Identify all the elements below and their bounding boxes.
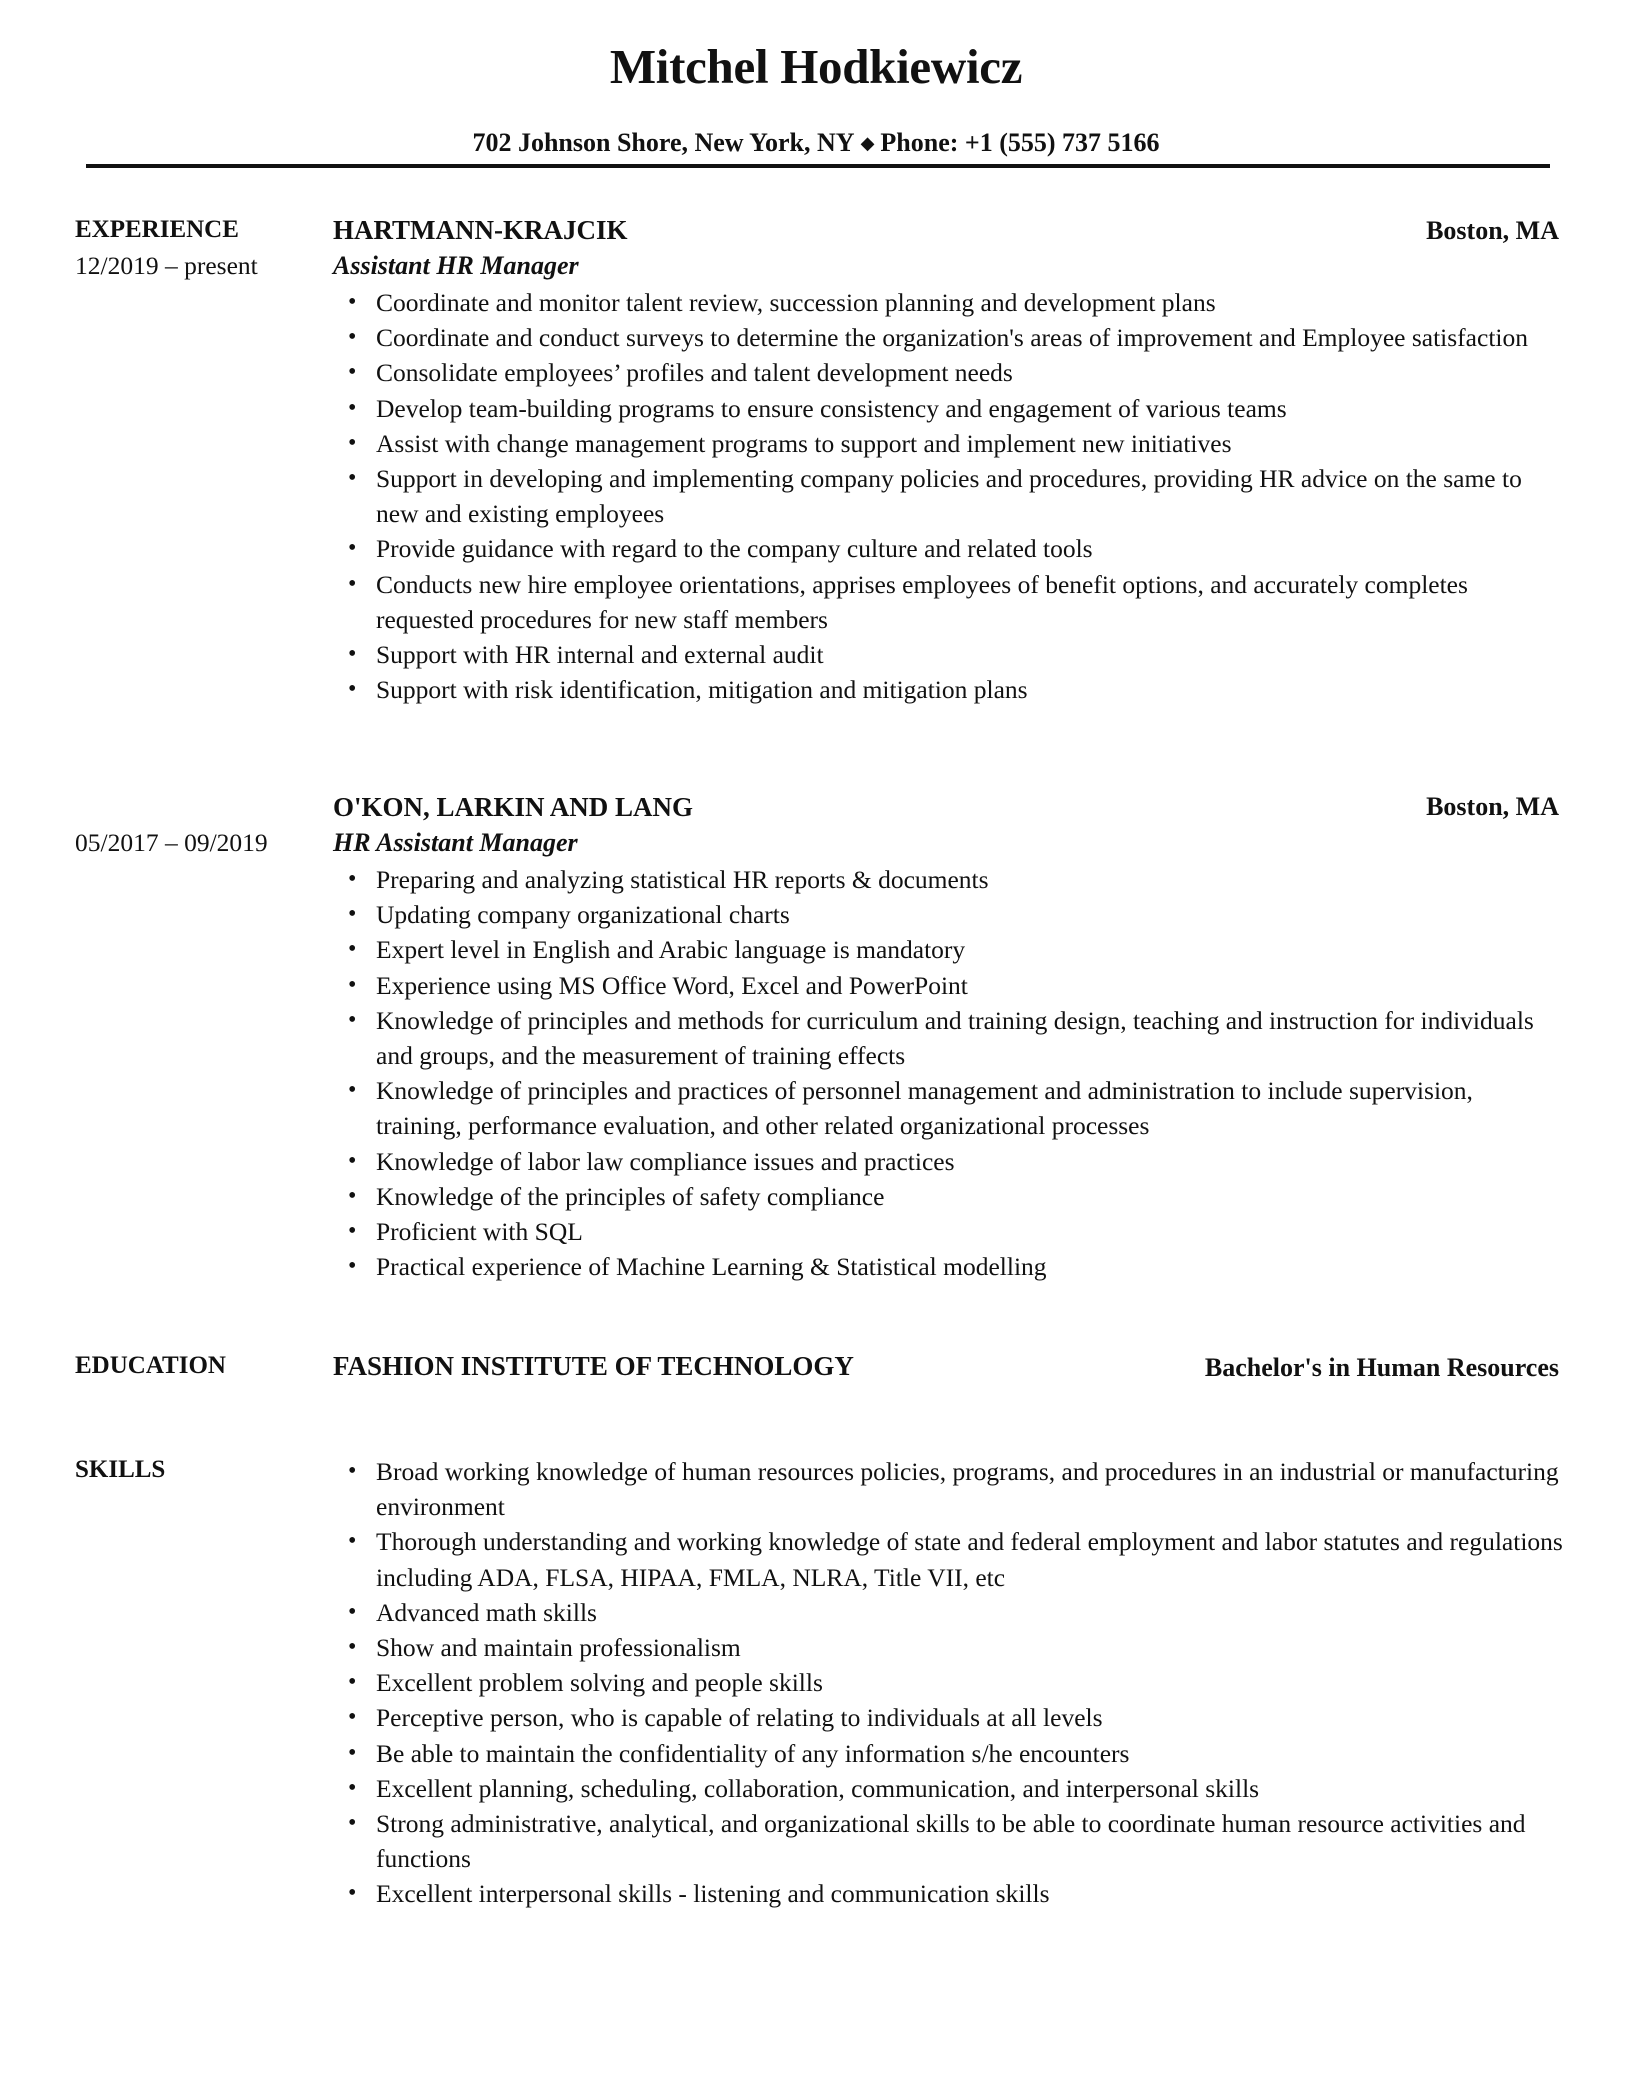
list-item: • Advanced math skills: [333, 1595, 1563, 1630]
list-item: • Proficient with SQL: [333, 1214, 1563, 1249]
job-bullets: [333, 862, 1563, 1284]
list-item: • Support with HR internal and external audit: [333, 637, 1563, 672]
list-item: • Knowledge of the principles of safety compliance: [333, 1179, 1563, 1214]
job-title: Assistant HR Manager: [333, 251, 579, 280]
school-name: FASHION INSTITUTE OF TECHNOLOGY: [333, 1351, 854, 1381]
job-dates: 12/2019 – present: [75, 251, 258, 280]
list-item: • Show and maintain professionalism: [333, 1630, 1563, 1665]
list-item: • Excellent problem solving and people skills: [333, 1665, 1563, 1700]
list-item: • Broad working knowledge of human resources policies, programs, and procedures in an industrial or manufacturing environment: [333, 1454, 1563, 1524]
section-label-education: EDUCATION: [75, 1352, 226, 1379]
list-item: • Practical experience of Machine Learning & Statistical modelling: [333, 1249, 1563, 1284]
job-bullets: [333, 285, 1563, 707]
job-company: O'KON, LARKIN AND LANG: [333, 792, 694, 822]
list-item: • Coordinate and monitor talent review, succession planning and development plans: [333, 285, 1563, 320]
list-item: • Expert level in English and Arabic language is mandatory: [333, 932, 1563, 967]
section-label-experience: EXPERIENCE: [75, 216, 239, 243]
header-divider: [86, 164, 1550, 168]
list-item: • Strong administrative, analytical, and organizational skills to be able to coordinate human resource activities and functions: [333, 1806, 1563, 1876]
list-item: • Thorough understanding and working knowledge of state and federal employment and labor statutes and regulations including ADA, FLSA, HIPAA, FMLA, NLRA, Title VII, etc: [333, 1524, 1563, 1594]
diamond-icon: ◆: [860, 133, 875, 153]
list-item: • Knowledge of principles and practices of personnel management and administration to include supervision, training, performance evaluation, and other related organizational processes: [333, 1073, 1563, 1143]
section-label-skills: SKILLS: [75, 1456, 166, 1483]
job-location: Boston, MA: [1426, 792, 1559, 821]
address: 702 Johnson Shore, New York, NY: [472, 128, 855, 157]
list-item: • Develop team-building programs to ensure consistency and engagement of various teams: [333, 391, 1563, 426]
list-item: • Preparing and analyzing statistical HR reports & documents: [333, 862, 1563, 897]
phone: Phone: +1 (555) 737 5166: [880, 128, 1160, 157]
list-item: • Assist with change management programs to support and implement new initiatives: [333, 426, 1563, 461]
list-item: • Be able to maintain the confidentiality of any information s/he encounters: [333, 1736, 1563, 1771]
list-item: • Coordinate and conduct surveys to determine the organization's areas of improvement and Employee satisfaction: [333, 320, 1563, 355]
list-item: • Knowledge of labor law compliance issues and practices: [333, 1144, 1563, 1179]
list-item: • Conducts new hire employee orientations, apprises employees of benefit options, and accurately completes requested procedures for new staff members: [333, 567, 1563, 637]
skills-list: [333, 1454, 1563, 1912]
job-dates: 05/2017 – 09/2019: [75, 828, 268, 857]
list-item: • Excellent interpersonal skills - listening and communication skills: [333, 1876, 1563, 1911]
candidate-name: Mitchel Hodkiewicz: [609, 39, 1023, 94]
list-item: • Provide guidance with regard to the company culture and related tools: [333, 531, 1563, 566]
list-item: • Support with risk identification, mitigation and mitigation plans: [333, 672, 1563, 707]
list-item: • Knowledge of principles and methods for curriculum and training design, teaching and instruction for individuals and groups, and the measurement of training effects: [333, 1003, 1563, 1073]
list-item: • Consolidate employees’ profiles and talent development needs: [333, 355, 1563, 390]
list-item: • Perceptive person, who is capable of relating to individuals at all levels: [333, 1700, 1563, 1735]
list-item: • Updating company organizational charts: [333, 897, 1563, 932]
degree: Bachelor's in Human Resources: [1204, 1353, 1559, 1382]
job-company: HARTMANN-KRAJCIK: [333, 215, 628, 245]
contact-line: [0, 128, 1632, 158]
list-item: • Excellent planning, scheduling, collaboration, communication, and interpersonal skills: [333, 1771, 1563, 1806]
list-item: • Support in developing and implementing company policies and procedures, providing HR advice on the same to new and existing employees: [333, 461, 1563, 531]
job-location: Boston, MA: [1426, 216, 1559, 245]
job-title: HR Assistant Manager: [333, 828, 578, 857]
list-item: • Experience using MS Office Word, Excel and PowerPoint: [333, 968, 1563, 1003]
